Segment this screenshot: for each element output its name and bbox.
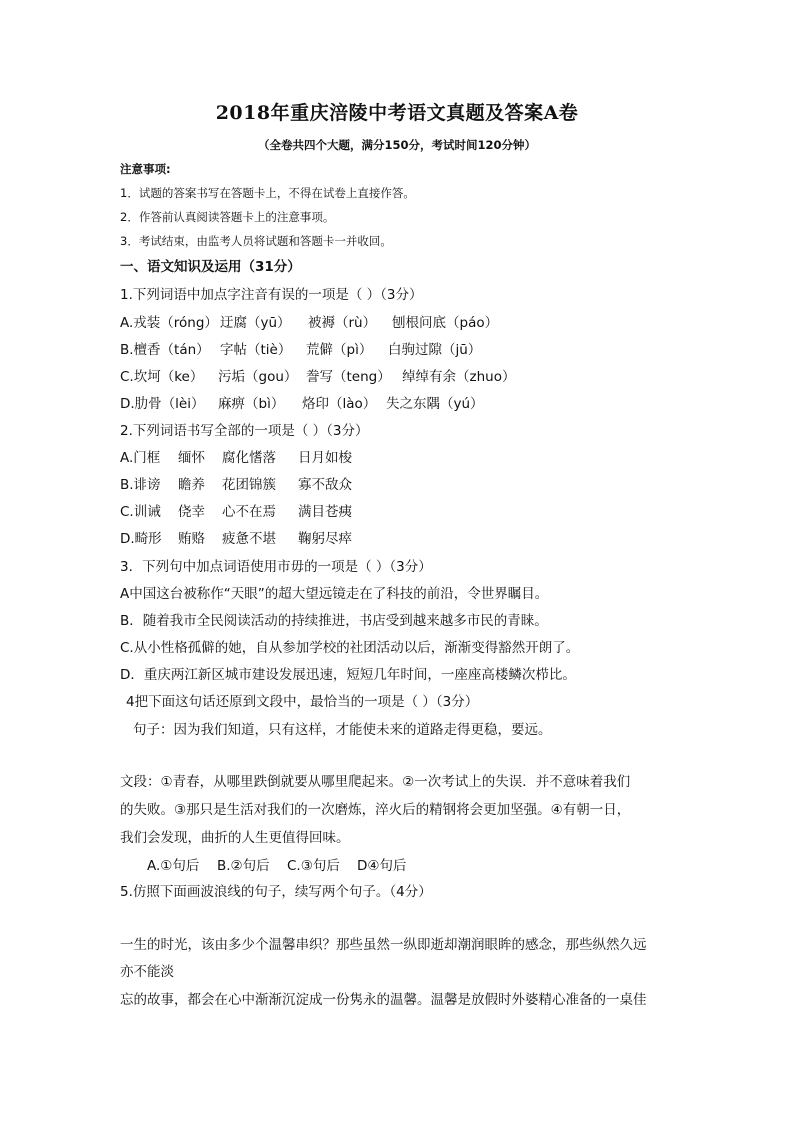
option-term: 疲惫不堪 bbox=[222, 531, 276, 547]
option-term: 麻痹（bì） bbox=[218, 396, 285, 412]
q3-option-b: B．随着我市全民阅读活动的持续推进，书店受到越来越多市民的青睐。 bbox=[120, 613, 548, 629]
option-term: 污垢（gou） bbox=[218, 369, 298, 385]
option-term: 鞠躬尽瘁 bbox=[298, 531, 352, 547]
q1-option-a bbox=[120, 311, 498, 331]
option-term: 满目苍痍 bbox=[298, 504, 352, 520]
option-term: 日月如梭 bbox=[298, 450, 352, 466]
notice-item: 1．试题的答案书写在答题卡上，不得在试卷上直接作答。 bbox=[120, 186, 415, 200]
option-term: 刨根问底（páo） bbox=[392, 315, 499, 331]
section-heading: 一、语文知识及运用（31分） bbox=[120, 259, 301, 275]
q3-option-a: A中国这台被称作“天眼”的超大望远镜走在了科技的前沿，令世界瞩目。 bbox=[120, 586, 549, 602]
q2-option-b bbox=[120, 473, 352, 493]
option-term: 腐化愭落 bbox=[222, 450, 276, 466]
option-choice: A.①句后 bbox=[147, 858, 200, 874]
q5-stem: 5.仿照下面画波浪线的句子，续写两个句子。（4分） bbox=[120, 884, 432, 900]
option-term: A.门框 bbox=[120, 450, 161, 466]
q4-options bbox=[147, 854, 407, 874]
option-term: 侥幸 bbox=[178, 504, 205, 520]
q4-passage-line: 我们会发现，曲折的人生更值得回味。 bbox=[120, 830, 350, 846]
q5-passage-line: 一生的时光，该由多少个温馨串织？那些虽然一纵即逝却潮润眼眸的感念，那些纵然久远 bbox=[120, 937, 647, 953]
option-term: 贿赂 bbox=[178, 531, 205, 547]
option-choice: D④句后 bbox=[357, 858, 407, 874]
q1-stem: 1.下列词语中加点字注音有误的一项是（ ）（3分） bbox=[120, 287, 423, 303]
option-term: C.训诫 bbox=[120, 504, 161, 520]
option-choice: C.③句后 bbox=[287, 858, 340, 874]
option-term: C.坎坷（ke） bbox=[120, 369, 204, 385]
q3-option-c: C.从小性格孤僻的她，自从参加学校的社团活动以后，渐渐变得豁然开朗了。 bbox=[120, 640, 580, 656]
q4-passage-line: 的失败。③那只是生活对我们的一次磨炼，淬火后的精钢将会更加坚强。④有朝一日， bbox=[120, 802, 631, 818]
q5-passage-line: 亦不能淡 bbox=[120, 964, 174, 980]
option-term: B.檀香（tán） bbox=[120, 342, 210, 358]
option-term: 寡不敌众 bbox=[298, 477, 352, 493]
option-term: B.诽谤 bbox=[120, 477, 161, 493]
q4-stem: 4把下面这句话还原到文段中，最恰当的一项是（ ）（3分） bbox=[126, 694, 479, 710]
q1-option-d bbox=[120, 392, 484, 412]
option-term: 失之东隅（yú） bbox=[386, 396, 484, 412]
notice-item: 2．作答前认真阅读答题卡上的注意事项。 bbox=[120, 210, 335, 224]
option-term: 白驹过隙（jū） bbox=[388, 342, 482, 358]
option-term: 缅怀 bbox=[178, 450, 205, 466]
option-term: 迂腐（yū） bbox=[220, 315, 291, 331]
option-term: 花团锦簇 bbox=[222, 477, 276, 493]
option-term: 誊写（teng） bbox=[306, 369, 391, 385]
option-term: 烙印（lào） bbox=[302, 396, 377, 412]
q4-passage-line: 文段：①青春，从哪里跌倒就要从哪里爬起来。②一次考试上的失误．并不意味着我们 bbox=[120, 774, 631, 790]
notice-item: 3．考试结束，由监考人员将试题和答题卡一并收回。 bbox=[120, 234, 392, 248]
q3-stem: 3．下列句中加点词语使用市毋的一项是（ ）（3分） bbox=[120, 559, 432, 575]
option-choice: B.②句后 bbox=[217, 858, 270, 874]
option-term: D.畸形 bbox=[120, 531, 162, 547]
q1-option-c bbox=[120, 365, 515, 385]
q3-option-d: D．重庆两江新区城市建设发展迅速，短短几年时间，一座座高楼鳞次栉比。 bbox=[120, 667, 576, 683]
q2-option-c bbox=[120, 500, 352, 520]
notice-heading: 注意事项: bbox=[120, 162, 171, 176]
option-term: 心不在焉 bbox=[222, 504, 276, 520]
option-term: 瞻养 bbox=[178, 477, 205, 493]
exam-subtitle: （全卷共四个大题，满分150分，考试时间120分钟） bbox=[257, 138, 536, 152]
q1-option-b bbox=[120, 338, 481, 358]
q2-option-d bbox=[120, 527, 352, 547]
exam-title: 2018年重庆涪陵中考语文真题及答案A卷 bbox=[215, 102, 579, 124]
q2-option-a bbox=[120, 446, 352, 466]
q5-passage-line: 忘的故事，都会在心中渐渐沉淀成一份隽永的温馨。温馨是放假时外婆精心准备的一桌佳 bbox=[120, 992, 647, 1008]
option-term: 绰绰有余（zhuo） bbox=[402, 369, 516, 385]
option-term: 被褥（rù） bbox=[308, 315, 377, 331]
option-term: 荒僻（pì） bbox=[306, 342, 373, 358]
option-term: A.戎装（róng） bbox=[120, 315, 218, 331]
q4-sentence: 句子：因为我们知道，只有这样，才能使未来的道路走得更稳，要远。 bbox=[133, 722, 552, 738]
q2-stem: 2.下列词语书写全部的一项是（ ）（3分） bbox=[120, 423, 369, 439]
option-term: 字帖（tiè） bbox=[220, 342, 292, 358]
option-term: D.肋骨（lèi） bbox=[120, 396, 205, 412]
